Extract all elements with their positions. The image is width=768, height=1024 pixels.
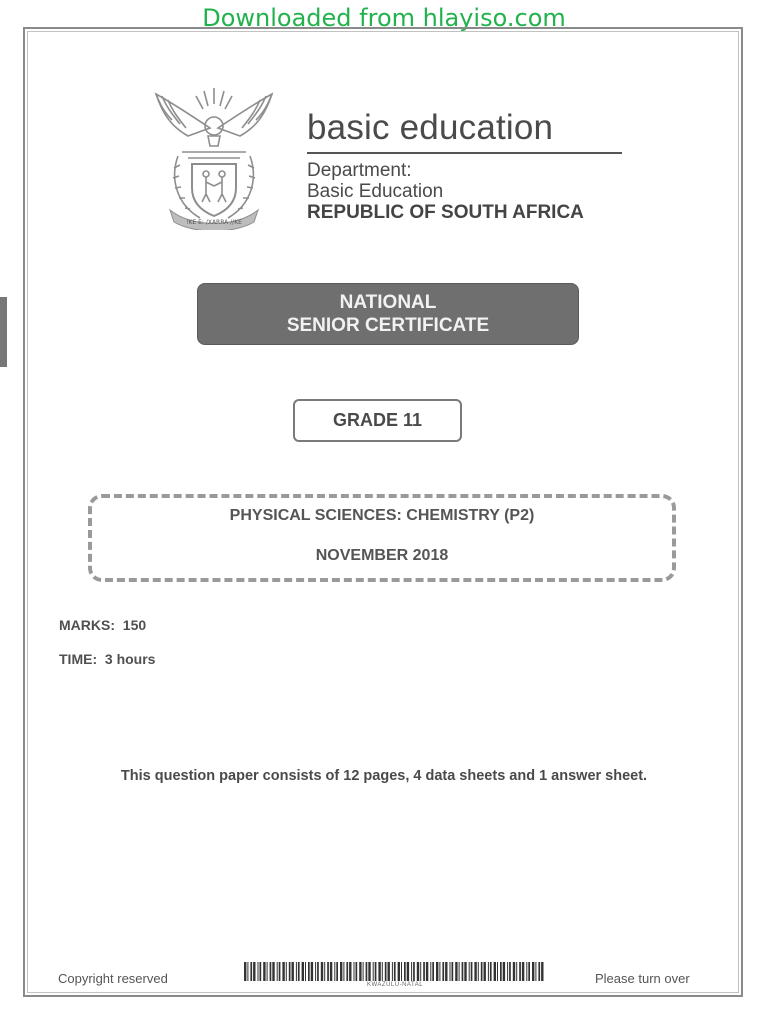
barcode-bar (354, 962, 355, 981)
barcode-bar (296, 962, 297, 981)
barcode-bar (340, 962, 342, 981)
marks-label: MARKS: (59, 617, 115, 633)
barcode-bar (526, 962, 527, 981)
barcode-bar (528, 962, 530, 981)
barcode-bar (532, 962, 534, 981)
copyright-notice: Copyright reserved (58, 971, 168, 986)
time-value: 3 hours (104, 651, 156, 667)
barcode-bar (356, 962, 358, 981)
barcode-bar (423, 962, 425, 981)
barcode-bar (277, 962, 278, 981)
barcode-bar (503, 962, 505, 981)
barcode-bar (484, 962, 486, 981)
barcode-bar (286, 962, 287, 981)
marks-value: 150 (122, 617, 147, 633)
barcode-bar (474, 962, 476, 981)
barcode-bar (516, 962, 517, 981)
barcode-bar (258, 962, 259, 981)
barcode-bar (368, 962, 370, 981)
barcode-bar (359, 962, 361, 981)
scan-edge-tab (0, 297, 7, 367)
watermark-text: Downloaded from hlayiso.com (202, 4, 566, 32)
time-row (59, 651, 155, 667)
barcode-bar (366, 962, 368, 981)
barcode-bar (302, 962, 304, 981)
barcode-bar (478, 962, 479, 981)
barcode-bar (388, 962, 390, 981)
barcode-bar (436, 962, 438, 981)
barcode-bar (541, 962, 543, 981)
subject-title: PHYSICAL SCIENCES: CHEMISTRY (P2) (229, 507, 535, 524)
barcode-bar (260, 962, 262, 981)
barcode-bar (321, 962, 323, 981)
barcode-bar (279, 962, 281, 981)
barcode-bar (535, 962, 536, 981)
barcode-bar (308, 962, 310, 981)
barcode-bar (445, 962, 447, 981)
barcode-bar (407, 962, 409, 981)
marks-row (59, 617, 146, 633)
time-label: TIME: (59, 651, 98, 667)
brand-divider (307, 152, 622, 154)
barcode-bar (494, 962, 496, 981)
barcode-bar (334, 962, 335, 981)
barcode-bar (363, 962, 364, 981)
barcode-bar (324, 962, 325, 981)
barcode-bar (282, 962, 284, 981)
barcode-bar (315, 962, 316, 981)
barcode-bar (513, 962, 515, 981)
barcode-bar (459, 962, 460, 981)
barcode-bar (420, 962, 421, 981)
barcode-bar (392, 962, 393, 981)
barcode-bar (439, 962, 440, 981)
department-block (307, 108, 622, 224)
barcode-bar (442, 962, 444, 981)
barcode-label: KWAZULU-NATAL (366, 982, 424, 988)
barcode-bar (317, 962, 319, 981)
barcode-bar (497, 962, 498, 981)
barcode-bar (417, 962, 419, 981)
barcode-bar (413, 962, 415, 981)
barcode-bar (404, 962, 406, 981)
coat-of-arms-icon (148, 82, 280, 230)
barcode-bar (373, 962, 374, 981)
barcode-bar (346, 962, 348, 981)
certificate-line-2: SENIOR CERTIFICATE (286, 315, 490, 336)
grade-badge: GRADE 11 (293, 399, 462, 442)
country-name: REPUBLIC OF SOUTH AFRICA (307, 202, 584, 223)
department-name: Basic Education (307, 181, 444, 202)
barcode-bar (382, 962, 383, 981)
barcode-bar (522, 962, 524, 981)
barcode-bar (490, 962, 492, 981)
barcode-bar (349, 962, 351, 981)
barcode-bar (336, 962, 338, 981)
barcode-bar (330, 962, 332, 981)
barcode-bar (267, 962, 268, 981)
barcode-bar (244, 962, 246, 981)
barcode-bar (263, 962, 265, 981)
barcode-bar (298, 962, 300, 981)
barcode-bar (311, 962, 313, 981)
barcode-bar (378, 962, 380, 981)
brand-name: basic education (307, 108, 554, 147)
barcode-bar (343, 962, 344, 981)
barcode-bar (292, 962, 294, 981)
barcode-bar (507, 962, 508, 981)
barcode-bar (509, 962, 511, 981)
barcode-bar (253, 962, 255, 981)
barcode-bar (289, 962, 291, 981)
barcode-bar (464, 962, 466, 981)
barcode-bar (401, 962, 402, 981)
barcode-bar (462, 962, 464, 981)
barcode-bar (469, 962, 470, 981)
barcode-bar (426, 962, 428, 981)
barcode-bar (305, 962, 306, 981)
barcode-bar (481, 962, 483, 981)
turn-over-notice: Please turn over (595, 971, 690, 986)
barcode-bar (500, 962, 502, 981)
barcode-bar (247, 962, 248, 981)
barcode-bar (455, 962, 457, 981)
barcode-bar (452, 962, 454, 981)
exam-date: NOVEMBER 2018 (315, 547, 449, 564)
barcode-bar (538, 962, 540, 981)
barcode-bar (450, 962, 451, 981)
barcode-bar (411, 962, 412, 981)
barcode-bar (327, 962, 329, 981)
barcode-bar (471, 962, 473, 981)
barcode-bar (270, 962, 272, 981)
barcode-bar (432, 962, 434, 981)
barcode-bar (375, 962, 377, 981)
barcode-bar (394, 962, 396, 981)
barcode-bar (488, 962, 489, 981)
barcode-bar (385, 962, 387, 981)
motto-text: !KE E: /XARRA //KE (186, 219, 242, 226)
paper-composition: This question paper consists of 12 pages, 4 data sheets and 1 answer sheet. (120, 768, 648, 784)
certificate-banner (197, 283, 579, 345)
certificate-line-1: NATIONAL (339, 292, 437, 313)
barcode-bar (272, 962, 274, 981)
barcode-bar (519, 962, 521, 981)
barcode-bar (430, 962, 431, 981)
barcode-bar (250, 962, 252, 981)
department-label: Department: (307, 160, 412, 181)
barcode-bar (398, 962, 400, 981)
